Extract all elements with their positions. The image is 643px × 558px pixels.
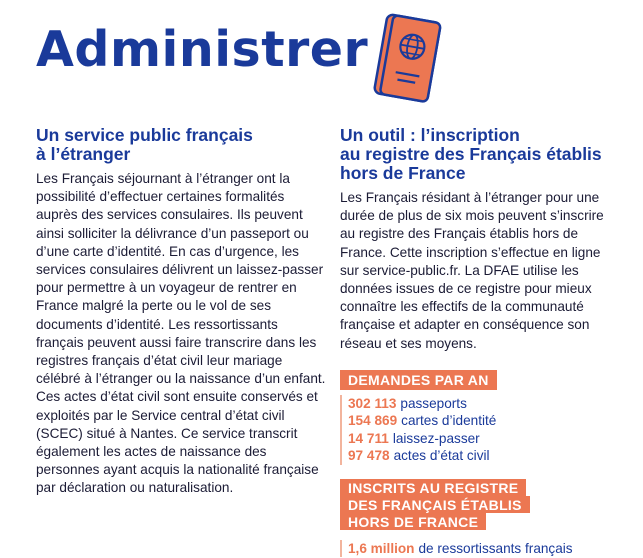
right-heading-line2: au registre des Français établis bbox=[340, 144, 602, 164]
stat-item bbox=[348, 540, 618, 558]
stat-value: 154 869 bbox=[348, 413, 398, 429]
passport-icon bbox=[372, 12, 442, 108]
stat-item bbox=[348, 430, 618, 448]
stat-value: 14 711 bbox=[348, 430, 389, 446]
stat-label: cartes d’identité bbox=[401, 413, 497, 429]
left-column bbox=[36, 126, 326, 498]
left-heading-line2: à l’étranger bbox=[36, 144, 131, 164]
inscrits-badge-line3: HORS DE FRANCE bbox=[340, 513, 486, 530]
stat-item bbox=[348, 412, 618, 430]
stat-item bbox=[348, 447, 618, 465]
right-heading bbox=[340, 126, 618, 183]
right-heading-line3: hors de France bbox=[340, 163, 466, 183]
stat-label: de ressortissants français bbox=[418, 540, 573, 556]
inscrits-stats bbox=[340, 540, 618, 558]
left-heading bbox=[36, 126, 326, 164]
page-title: Administrer bbox=[36, 21, 369, 78]
stat-value: 302 113 bbox=[348, 395, 397, 411]
left-heading-line1: Un service public français bbox=[36, 125, 253, 145]
demandes-section bbox=[340, 370, 618, 465]
inscrits-section bbox=[340, 479, 618, 558]
right-column bbox=[340, 126, 618, 557]
right-heading-line1: Un outil : l’inscription bbox=[340, 125, 520, 145]
inscrits-badge-line1: INSCRITS AU REGISTRE bbox=[340, 479, 526, 496]
inscrits-badge bbox=[340, 479, 530, 530]
demandes-badge: DEMANDES PAR AN bbox=[340, 370, 497, 390]
stat-value: 97 478 bbox=[348, 448, 390, 464]
stat-label: passeports bbox=[400, 395, 467, 411]
demandes-stats bbox=[340, 395, 618, 465]
stat-item bbox=[348, 395, 618, 413]
stat-label: laissez-passer bbox=[392, 430, 480, 446]
inscrits-badge-line2: DES FRANÇAIS ÉTABLIS bbox=[340, 496, 530, 513]
stat-label: actes d’état civil bbox=[393, 448, 490, 464]
stat-value: 1,6 million bbox=[348, 540, 415, 556]
left-body-text: Les Français séjournant à l’étranger ont la possibilité d’effectuer certaines formalités auprès des services consulaires. Ils peuvent ainsi solliciter la délivrance d’un passeport ou d’une carte d’identité. En cas d’urgence, les services consulaires délivrent un laissez-passer pour permettre à un voyageur de rentrer en France malgré la perte ou le vol de ses documents d’identité. Les ressortissants français peuvent aussi faire transcrire dans les registres français d’état civil leur mariage célébré à l’étranger ou la naissance d’un enfant. Ces actes d’état civil sont ensuite conservés et exploités par le Service central d’état civil (SCEC) situé à Nantes. Ce service transcrit également les actes de naissance des personnes ayant acquis la nationalité française par déclaration ou naturalisation. bbox=[36, 171, 326, 496]
right-body-text: Les Français résidant à l’étranger pour une durée de plus de six mois peuvent s’inscrire au registre des Français établis hors de France. Cette inscription s’effectue en ligne sur service-public.fr. La DFAE utilise les données issues de ce registre pour mieux connaître les effectifs de la communauté française et adapter en conséquence son réseau et ses moyens. bbox=[340, 190, 604, 351]
